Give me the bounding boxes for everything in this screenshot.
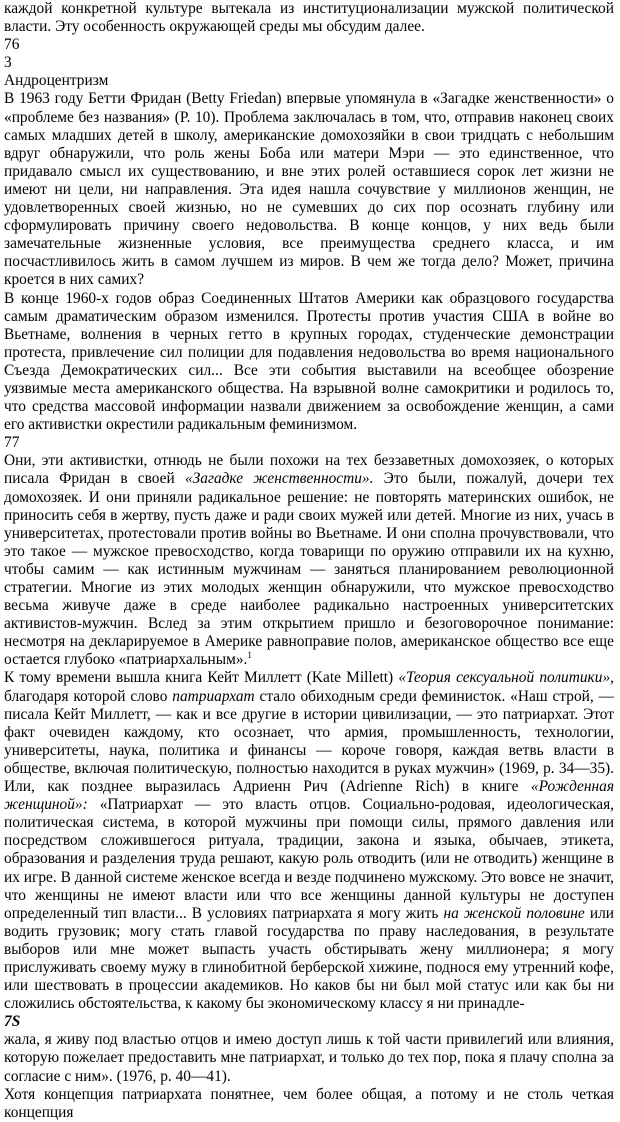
paragraph-text: Это были, пожалуй, дочери тех домохозяек. И они приняли радикальное решение: не повторять материнских ошибок, не приносить себя в жертву, пусть даже и ради своих мужей или детей. Многие из них, учась в университетах, протестовали против войны во Вьетнаме. И они сполна прочувствовали, что это такое — мужское превосходство, когда товарищи по оружию отправили их на кухню, чтобы самим — как истинным мужчинам — заняться планированием революционной стратегии. Многие из этих молодых женщин обнаружили, что мужское превосходство весьма живуче даже в среде наиболее радикально настроенных университетских активистов-мужчин. Вслед за этим открытием пришло и безоговорочное понимание: несмотря на декларируемое в Америке равноправие полов, американское общество все еще остается глубоко «патриархальным».: [4, 470, 615, 669]
paragraph-text: В 1963 году Бетти Фридан (Betty Friedan) впервые упомянула в «Загадке женственности» о «проблеме без названия» (Р. 10). Проблема заключалась в том, что, отправив наконец своих самых младших детей в школу, американские домохозяйки в свои тридцать с небольшим вдруг обнаружили, что роль жены Боба или матери Мэри — это единственное, что придавало смысл их существованию, и вне этих ролей оставшиеся сорок лет жизни не имеют ни цели, ни направления. Эта идея нашла сочувствие у миллионов женщин, не удовлетворенных своей жизнью, но не сумевших до сих пор осознать глубину или сформулировать причину своего недовольства. В конце концов, у них ведь были замечательные жизненные условия, все преимущества среднего класса, и им посчастливилось жить в самом лучшем из миров. В чем же тогда дело? Может, причина кроется в них самих?: [4, 90, 614, 289]
paragraph-text: В конце 1960-х годов образ Соединенных Штатов Америки как образцового государства самым драматическим образом изменился. Протесты против участия США в войне во Вьетнаме, волнения в черных гетто в крупных городах, студенческие демонстрации протеста, привлечение сил полиции для подавления недовольства во время национального Съезда Демократических сил... Все эти события выставили на всеобщее обозрение уязвимые места американского общества. На взрывной волне самокритики и родилось то, что средства массовой информации назвали движением за освобождение женщин, а сами его активистки окрестили радикальным феминизмом.: [4, 289, 614, 434]
paragraph-text: К тому времени вышла книга Кейт Миллетт (Kate Millett): [4, 669, 399, 687]
paragraph-text: «Патриархат — это власть отцов. Социально-родовая, идеологическая, политическая система, в которой мужчины при помощи силы, прямого давления или посредством сложившегося ритуала, традиции, закона и языка, обычаев, этикета, образования и разделения труда решают, какую роль отводить (или не отводить) женщине в их игре. В данной системе женское всегда и везде подчинено мужскому. Это вовсе не значит, что женщины не имеют власти или что все женщины данной культуры не доступен определенный тип власти... В условиях патриархата я могу жить: [4, 796, 614, 922]
intro-paragraph: [4, 0, 614, 36]
book-title-italic: «Теория сексуальной политики»,: [398, 669, 614, 687]
intro-text: каждой конкретной культуре вытекала из институционализации мужской политической власти. Эту особенность окружающей среды мы обсудим далее.: [4, 0, 614, 36]
paragraph-text: стало обиходным среди феминисток. «Наш строй, — писала Кейт Миллетт, — как и все другие в истории цивилизации, — это патриархат. Этот факт очевиден каждому, кто осознает, что армия, промышленность, технологии, университеты, наука, политика и финансы — короче говоря, каждая ветвь власти в обществе, включая политическую, полностью находится в руках мужчин» (1969, р. 34—35). Или, как позднее выразилась Адриенн Рич (Adrienne Rich) в книге: [4, 687, 614, 796]
paragraph-1960s: [4, 290, 614, 435]
book-title-italic: «Рожденная женщиной»:: [4, 778, 614, 814]
paragraph-text: благодаря которой слово: [4, 687, 173, 705]
page-number: 76: [4, 36, 20, 54]
paragraph-quote-end: [4, 1031, 614, 1085]
book-title-italic: «Загадке женственности».: [184, 470, 374, 488]
paragraph-text: Они, эти активистки, отнюдь не были похожи на тех беззаветных домохозяек, о которых писала Фридан в своей: [4, 452, 614, 488]
term-italic: патриархат: [172, 687, 255, 705]
paragraph-concept: [4, 1086, 614, 1122]
page-marker-text: 7S: [4, 1013, 21, 1031]
section-title: Андроцентризм: [4, 72, 109, 90]
phrase-italic: на женской половине: [443, 904, 585, 922]
paragraph-text: жала, я живу под властью отцов и имею доступ лишь к той части привилегий или влияния, которую пожелает предоставить мне патриархат, и только до тех пор, пока я плачу сполна за согласие с ним». (1976, р. 40—41).: [4, 1031, 614, 1085]
page-number: 77: [4, 434, 20, 452]
footnote-ref[interactable]: 1: [247, 650, 252, 661]
paragraph-text: или водить грузовик; могу стать главой государства по праву наследования, в результате выборов или мне может выпасть участь обстирывать жену миллионера; я могу прислуживать своему мужу в глинобитной берберской хижине, поднося ему утренний кофе, или шествовать в процессии академиков. Но каков бы ни был мой статус или как бы ни сложились обстоятельства, к какому бы экономическому классу я ни принадле-: [4, 904, 614, 1013]
paragraph-friedan: [4, 90, 614, 289]
paragraph-activists: [4, 452, 614, 669]
paragraph-millett: [4, 669, 614, 1013]
paragraph-text: Хотя концепция патриархата понятнее, чем более общая, а потому и не столь четкая концепция: [4, 1085, 614, 1121]
page-number: 3: [4, 54, 12, 72]
page-marker: [4, 1013, 614, 1031]
